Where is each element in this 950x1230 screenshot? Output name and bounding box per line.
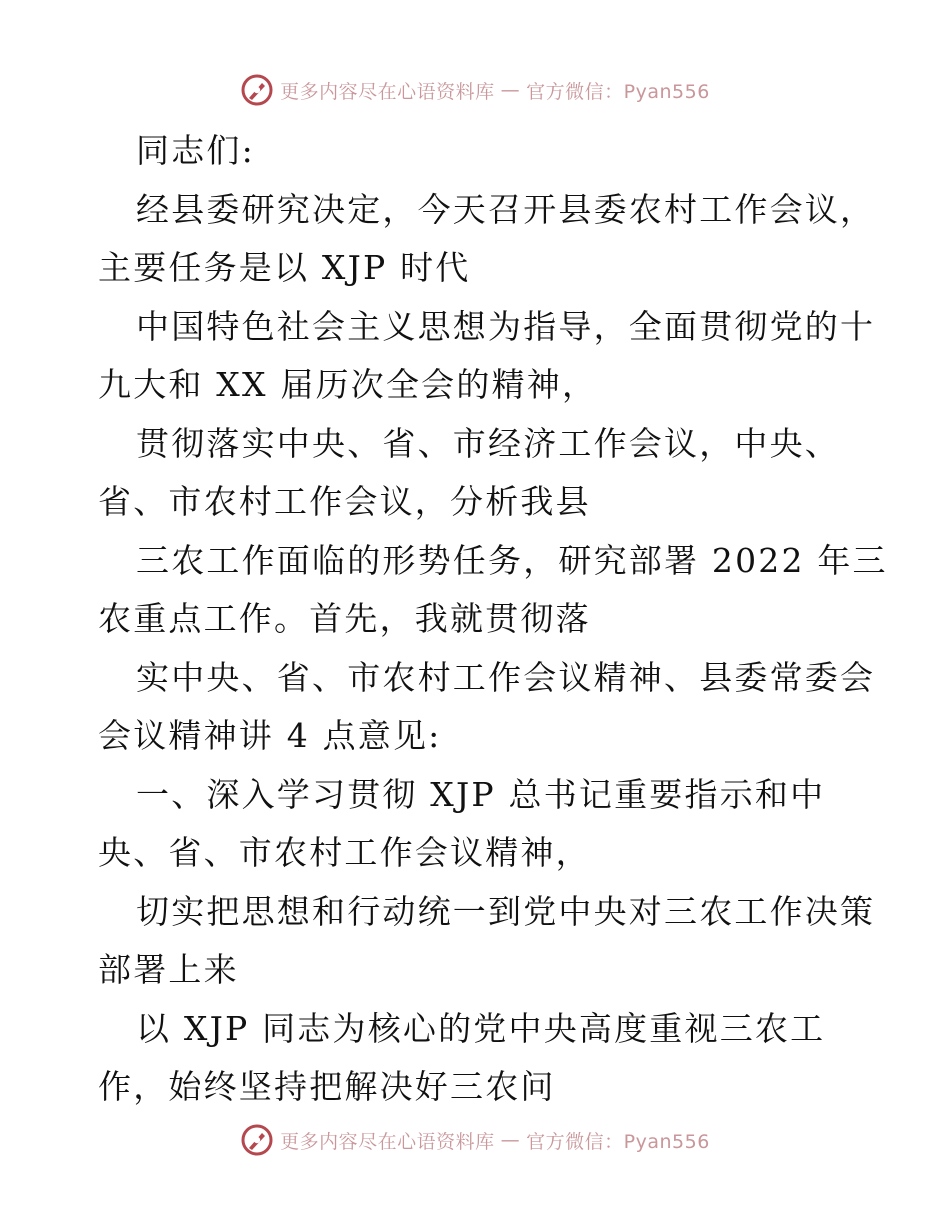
text-line: 主要任务是以 XJP 时代	[98, 248, 471, 287]
text-line: 切实把思想和行动统一到党中央对三农工作决策	[136, 891, 876, 931]
text-line: 实中央、省、市农村工作会议精神、县委常委会	[136, 657, 876, 697]
text-line: 作，始终坚持把解决好三农问	[98, 1067, 556, 1106]
text-line: 中国特色社会主义思想为指导，全面贯彻党的十	[136, 306, 876, 346]
text-line: 一、深入学习贯彻 XJP 总书记重要指示和中	[136, 774, 826, 814]
watermark-separator: —	[500, 1129, 521, 1151]
text-line: 同志们:	[136, 131, 255, 170]
text-line: 以 XJP 同志为核心的党中央高度重视三农工	[136, 1008, 826, 1048]
text-line: 九大和 XX 届历次全会的精神，	[98, 365, 598, 404]
text-line: 三农工作面临的形势任务，研究部署 2022 年三	[136, 540, 888, 580]
pen-emblem-icon	[240, 73, 274, 107]
footer-watermark	[0, 1122, 950, 1158]
text-line: 农重点工作。首先，我就贯彻落	[98, 599, 591, 638]
text-line: 部署上来	[98, 950, 239, 989]
document-body	[98, 122, 888, 1117]
pen-emblem-icon	[240, 1123, 274, 1157]
watermark-brand-text: 更多内容尽在心语资料库	[280, 80, 495, 103]
text-line: 省、市农村工作会议，分析我县	[98, 482, 591, 521]
watermark-brand-text: 更多内容尽在心语资料库	[280, 1130, 495, 1153]
text-line: 央、省、市农村工作会议精神，	[98, 833, 591, 872]
text-line: 经县委研究决定，今天召开县委农村工作会议，	[136, 189, 876, 229]
text-line: 贯彻落实中央、省、市经济工作会议，中央、	[136, 423, 840, 463]
watermark-wechat-text: 官方微信：Pyan556	[526, 80, 710, 103]
text-line: 会议精神讲 4 点意见:	[98, 716, 442, 755]
watermark-wechat-text: 官方微信：Pyan556	[526, 1130, 710, 1153]
header-watermark	[0, 72, 950, 108]
watermark-separator: —	[500, 79, 521, 101]
